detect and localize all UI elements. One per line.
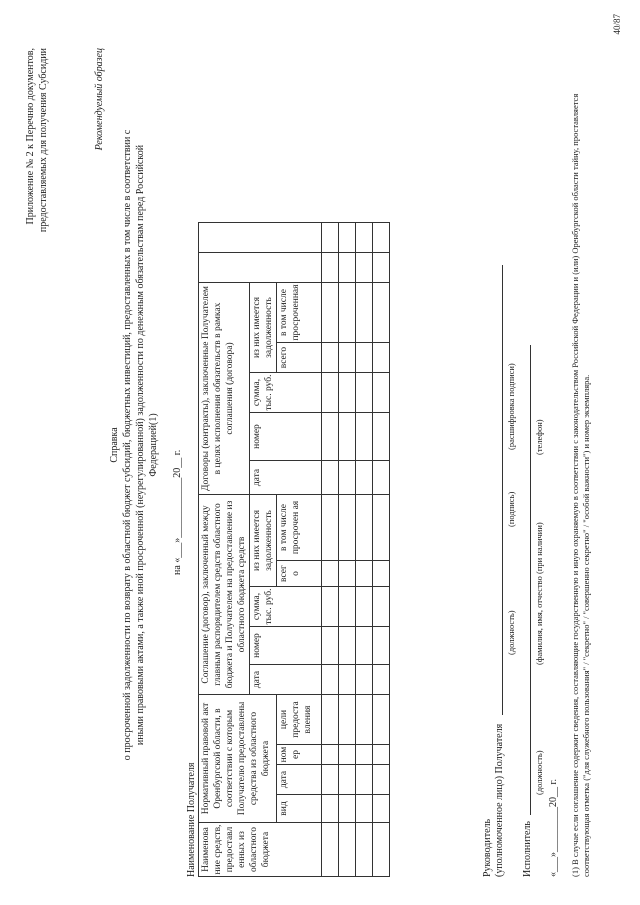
header-npa-data: дата [277,765,322,795]
title-line-2: о просроченной задолженности по возврату в областной бюджет субсидий, бюджетных инвестиций, предоставленных в том числе в соответствии с [122,129,133,761]
title-line-4: Федерацией(1) [148,413,159,477]
footnote: (1) В случае если соглашение содержит сведения, составляющие государственную и иную охраняемую в соответствии с законодательством Российской Федерации и (или) Оренбургской области тайну, проставляется соответствующая отметка ("для служебного пользования" / "секретно" / "совершенно секретно" / "особой важности") и номер экземпляра. [570,93,591,877]
header-vid: вид [277,795,322,823]
caption-position-2: (должность) [534,750,544,795]
executor-label: Исполнитель [522,821,533,877]
header-empty-2 [199,223,322,253]
sign-line-executor [520,345,531,815]
header-summa: сумма, тыс. руб. [250,587,322,627]
title-line-3: иными правовыми актами, а также иной просроченной (неурегулированной) задолженности по денежным обязательствам перед Российской [135,144,146,746]
header-empty-1 [199,253,322,283]
header-prosr: в том числе просрочен ая [277,495,322,561]
caption-phone: (телефон) [534,419,544,455]
header-agreement: Соглашение (договор), заключенный между главным распорядителем средств областного бюджета и Получателем на предоставление из областного бюджета средств [199,495,250,695]
header-debt-3: из них имеется задолженность [250,283,277,373]
signature-date: «___»_________20__ г. [548,779,559,877]
debt-table [198,222,390,877]
sample-label: Рекомендуемый образец [94,48,105,151]
header-debt: из них имеется задолженность [250,495,277,587]
header-nomer-3: номер [250,413,322,461]
header-data: дата [250,665,322,695]
recipient-label: Наименование Получателя [186,762,197,877]
signature-head: Руководитель [482,818,493,877]
header-data-3: дата [250,461,322,495]
appendix-line-1: Приложение № 2 к Перечню документов, [25,48,36,225]
table-row [322,223,339,877]
header-vsego: всег о [277,561,322,587]
appendix-header [24,48,50,232]
table-row [356,223,373,877]
header-npa: Нормативный правовой акт Оренбургской области, в соответствии с которым Получателю предоставлены средства из областного бюджета [199,695,277,823]
header-npa-nomer: ном ер [277,745,322,765]
header-summa-3: сумма, тыс. руб. [250,373,322,413]
header-nomer: номер [250,627,322,665]
header-prosr-3: в том числе просроченная [277,283,322,343]
sign-line-head [492,265,503,715]
header-contracts: Договоры (контракты), заключенные Получателем в целях исполнения обязательств в рамках соглашения (договора) [199,283,250,495]
header-name: Наименова ние средств, предоставл енных из областного бюджета [199,823,322,877]
document-title [108,85,160,805]
caption-decode: (расшифровка подписи) [506,363,516,450]
table-row [339,223,356,877]
page-number: 40/87 [612,14,622,35]
signature-head-sub: (уполномоченное лицо) Получателя [494,723,505,877]
caption-fio: (фамилия, имя, отчество (при наличии) [534,522,544,665]
caption-position: (должность) [506,610,516,655]
title-line-1: Справка [109,427,120,463]
caption-sign: (подпись) [506,491,516,527]
header-vsego-3: всего [277,343,322,373]
header-celi: цели предоста вления [277,695,322,745]
report-date: на «___»____________20__ г. [172,449,183,575]
table-row [373,223,390,877]
appendix-line-2: предоставляемых для получения Субсидии [38,48,49,233]
